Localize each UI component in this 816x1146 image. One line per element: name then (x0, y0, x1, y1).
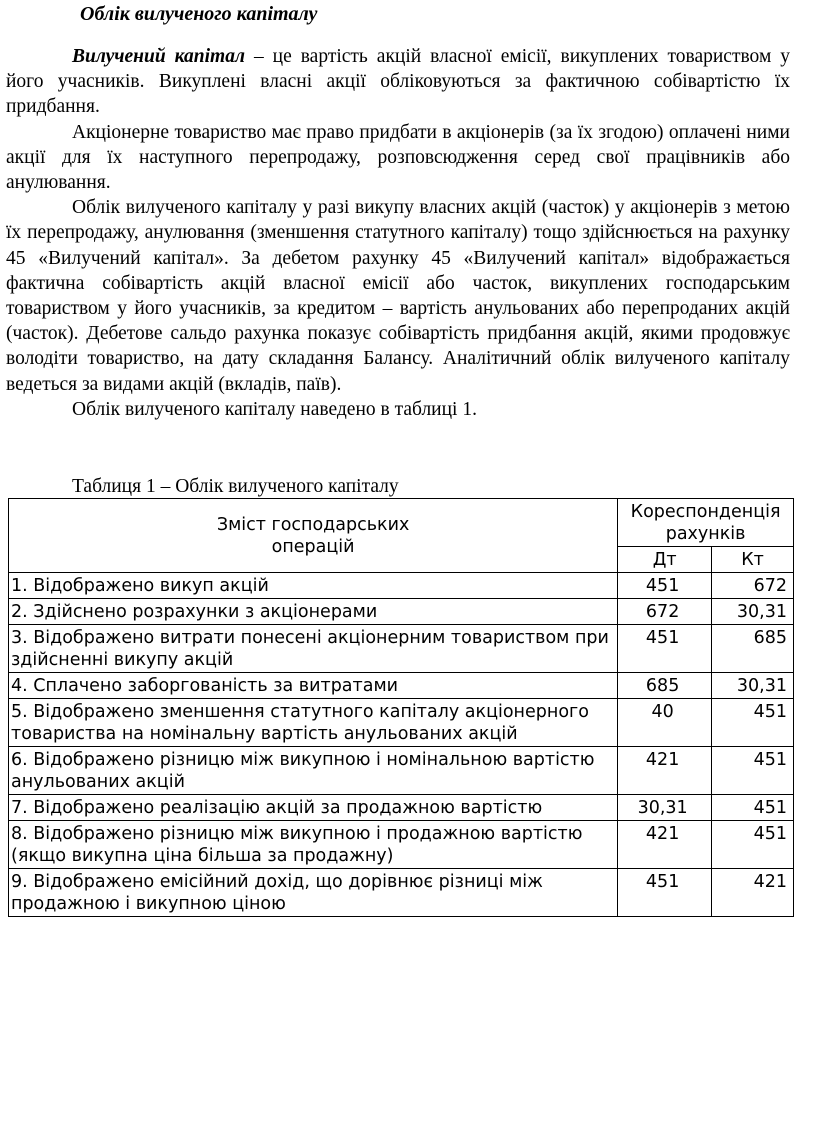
paragraph-table-reference: Облік вилученого капіталу наведено в таблиці 1. (72, 398, 477, 420)
paragraph-rights: Акціонерне товариство має право придбати в акціонерів (за їх згодою) оплачені ними акції для їх наступного перепродажу, розповсюдження серед свої працівників або анулювання. (6, 121, 790, 194)
debit-account: 685 (618, 673, 712, 699)
operation-text: 9. Відображено емісійний дохід, що дорівнює різниці між продажною і викупною ціною (9, 869, 618, 917)
table-row (9, 869, 794, 917)
credit-account: 451 (712, 699, 794, 747)
credit-account: 30,31 (712, 673, 794, 699)
table-caption: Таблиця 1 – Облік вилученого капіталу (72, 476, 399, 497)
debit-account: 421 (618, 747, 712, 795)
table-row (9, 795, 794, 821)
debit-account: 30,31 (618, 795, 712, 821)
table-row (9, 573, 794, 599)
table-row (9, 747, 794, 795)
debit-account: 451 (618, 625, 712, 673)
operation-text: 2. Здійснено розрахунки з акціонерами (9, 599, 618, 625)
header-content-label: Зміст господарських операцій (216, 515, 410, 557)
credit-account: 30,31 (712, 599, 794, 625)
table-row (9, 599, 794, 625)
operation-text: 8. Відображено різницю між викупною і продажною вартістю (якщо викупна ціна більша за продажну) (9, 821, 618, 869)
paragraph-accounting: Облік вилученого капіталу у разі викупу власних акцій (часток) у акціонерів з метою їх перепродажу, анулювання (зменшення статутного капіталу) тощо здійснюється на рахунку 45 «Вилучений капітал». За дебетом рахунку 45 «Вилучений капітал» відображається фактична собівартість акцій власної емісії або часток, викуплених господарським товариством у його учасників, за кредитом – вартість анульованих або перепроданих акцій (часток). Дебетове сальдо рахунка показує собівартість придбання акцій, якими продовжує володіти товариство, на дату складання Балансу. Аналітичний облік вилученого капіталу ведеться за видами акцій (вкладів, паїв). (6, 197, 790, 395)
table-header-row (9, 499, 794, 547)
header-credit: Кт (712, 547, 794, 573)
debit-account: 421 (618, 821, 712, 869)
table-row (9, 821, 794, 869)
term-withdrawn-capital: Вилучений капітал (72, 46, 245, 67)
operation-text: 1. Відображено викуп акцій (9, 573, 618, 599)
credit-account: 451 (712, 821, 794, 869)
credit-account: 672 (712, 573, 794, 599)
table-row (9, 699, 794, 747)
debit-account: 451 (618, 573, 712, 599)
header-correspondence (618, 499, 794, 547)
operation-text: 6. Відображено різницю між викупною і номінальною вартістю анульованих акцій (9, 747, 618, 795)
credit-account: 451 (712, 795, 794, 821)
operation-text: 3. Відображено витрати понесені акціонерним товариством при здійсненні викупу акцій (9, 625, 618, 673)
operation-text: 5. Відображено зменшення статутного капіталу акціонерного товариства на номінальну вартість анульованих акцій (9, 699, 618, 747)
header-correspondence-label: Кореспонденція рахунків (630, 502, 781, 544)
operation-text: 7. Відображено реалізацію акцій за продажною вартістю (9, 795, 618, 821)
debit-account: 40 (618, 699, 712, 747)
credit-account: 421 (712, 869, 794, 917)
accounting-table (8, 498, 794, 917)
definition-text: – це вартість акцій власної емісії, викуплених товариством у його учасників. Викуплені власні акції обліковуються за фактичною собівартістю їх придбання. (6, 46, 790, 118)
credit-account: 685 (712, 625, 794, 673)
operation-text: 4. Сплачено заборгованість за витратами (9, 673, 618, 699)
body-text (6, 44, 790, 422)
header-debit: Дт (618, 547, 712, 573)
credit-account: 451 (712, 747, 794, 795)
debit-account: 451 (618, 869, 712, 917)
paragraph-definition (6, 44, 790, 120)
table-row (9, 625, 794, 673)
header-content (9, 499, 618, 573)
page-title: Облік вилученого капіталу (80, 3, 318, 25)
table-row (9, 673, 794, 699)
debit-account: 672 (618, 599, 712, 625)
